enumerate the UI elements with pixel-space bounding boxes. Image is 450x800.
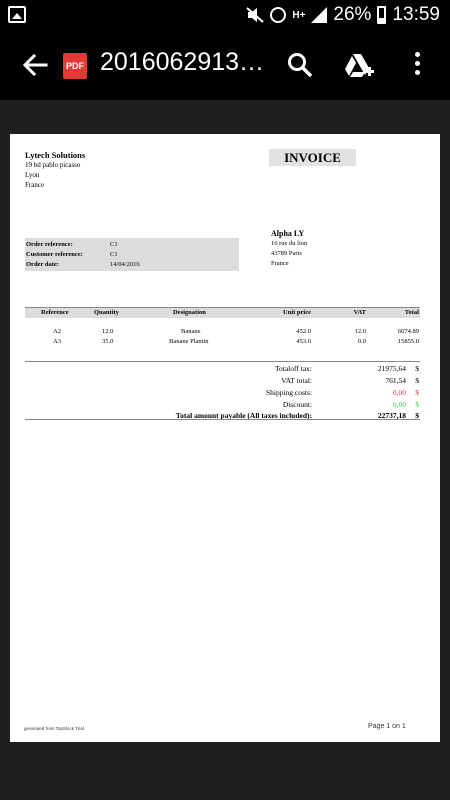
customer-reference-value: C1 (110, 251, 118, 258)
summary-value: 0,00 (392, 388, 406, 397)
column-header-vat: VAT (353, 309, 366, 316)
seller-name: Lytech Solutions (25, 150, 86, 160)
pdf-file-icon: PDF (63, 53, 87, 79)
signal-icon (311, 7, 327, 23)
grand-total-underline (25, 419, 420, 420)
summary-currency: $ (415, 364, 419, 373)
order-date-row (25, 259, 239, 270)
summary-row-vat-total (25, 375, 420, 386)
items-table-header (25, 307, 420, 318)
client-name: Alpha LY (271, 229, 305, 238)
column-header-designation: Designation (173, 309, 206, 316)
summary-row-total-off-tax (25, 363, 420, 374)
table-row (25, 337, 420, 347)
summary-label: VAT total: (281, 376, 312, 385)
column-header-quantity: Quantity (94, 309, 119, 316)
clock: 13:59 (392, 4, 440, 25)
seller-country: France (25, 181, 45, 189)
grand-total-label: Total amount payable (All taxes included): (175, 411, 312, 420)
item-vat: 0.0 (357, 338, 366, 345)
seller-address (25, 150, 85, 190)
order-reference-label: Order reference: (26, 241, 73, 248)
item-unit-price: 452.0 (296, 328, 311, 335)
client-address (271, 229, 307, 269)
item-total: 6074.89 (397, 328, 419, 335)
client-street: 16 rue du lion (271, 240, 308, 247)
table-row (25, 327, 420, 337)
item-designation: Banane (181, 328, 201, 335)
summary-currency: $ (415, 376, 419, 385)
battery-percent: 26% (333, 4, 372, 25)
search-icon[interactable] (287, 52, 313, 78)
back-arrow-icon[interactable] (22, 53, 48, 77)
summary-label: Shipping costs: (265, 388, 312, 397)
summary-currency: $ (415, 400, 419, 409)
item-reference: A2 (53, 328, 61, 335)
item-vat: 12.0 (354, 328, 366, 335)
summary-value: 21975,64 (377, 364, 406, 373)
order-date-label: Order date: (26, 261, 59, 268)
summary-row-shipping (25, 387, 420, 398)
summary-label: Totaloff tax: (274, 364, 312, 373)
order-info-box (25, 238, 239, 271)
client-city: 43789 Paris (271, 250, 302, 257)
client-country: France (271, 260, 289, 267)
app-bar (0, 30, 450, 100)
summary-value: 761,54 (385, 376, 406, 385)
gallery-notification-icon (8, 6, 26, 23)
summary-label: Discount: (282, 400, 312, 409)
seller-city: Lyon (25, 171, 40, 179)
grand-total-currency: $ (415, 411, 419, 420)
more-options-icon[interactable] (410, 50, 424, 80)
add-to-drive-icon[interactable] (344, 52, 374, 80)
alarm-icon (270, 7, 286, 23)
item-unit-price: 453.0 (296, 338, 311, 345)
page-indicator: Page 1 on 1 (368, 723, 406, 730)
item-quantity: 12.0 (102, 328, 114, 335)
summary-row-discount (25, 399, 420, 410)
item-total: 15855.0 (397, 338, 419, 345)
summary-value: 0,00 (392, 400, 406, 409)
grand-total-value: 22737,18 (377, 411, 406, 420)
seller-street: 19 bd pablo picasso (25, 161, 81, 169)
invoice-title: INVOICE (269, 149, 356, 166)
status-icons (246, 0, 440, 30)
customer-reference-label: Customer reference: (26, 251, 83, 258)
item-designation: Banane Plantin (169, 338, 209, 345)
item-reference: A3 (53, 338, 61, 345)
generated-footer: generated from TopSlock Trial (24, 726, 84, 731)
summary-currency: $ (415, 388, 419, 397)
order-date-value: 14/04/2016 (110, 261, 140, 268)
order-reference-value: C1 (110, 241, 118, 248)
summary-divider (25, 361, 420, 362)
pdf-page (10, 134, 440, 742)
network-type-label: H+ (292, 9, 306, 21)
column-header-unit-price: Unit price (283, 309, 311, 316)
document-title: 2016062913… (100, 48, 265, 76)
column-header-reference: Reference (41, 309, 69, 316)
pdf-viewer[interactable] (0, 100, 450, 800)
column-header-total: Total (404, 309, 419, 316)
item-quantity: 35.0 (102, 338, 114, 345)
status-bar (0, 0, 450, 30)
battery-icon (377, 6, 386, 24)
mute-icon (246, 7, 264, 23)
